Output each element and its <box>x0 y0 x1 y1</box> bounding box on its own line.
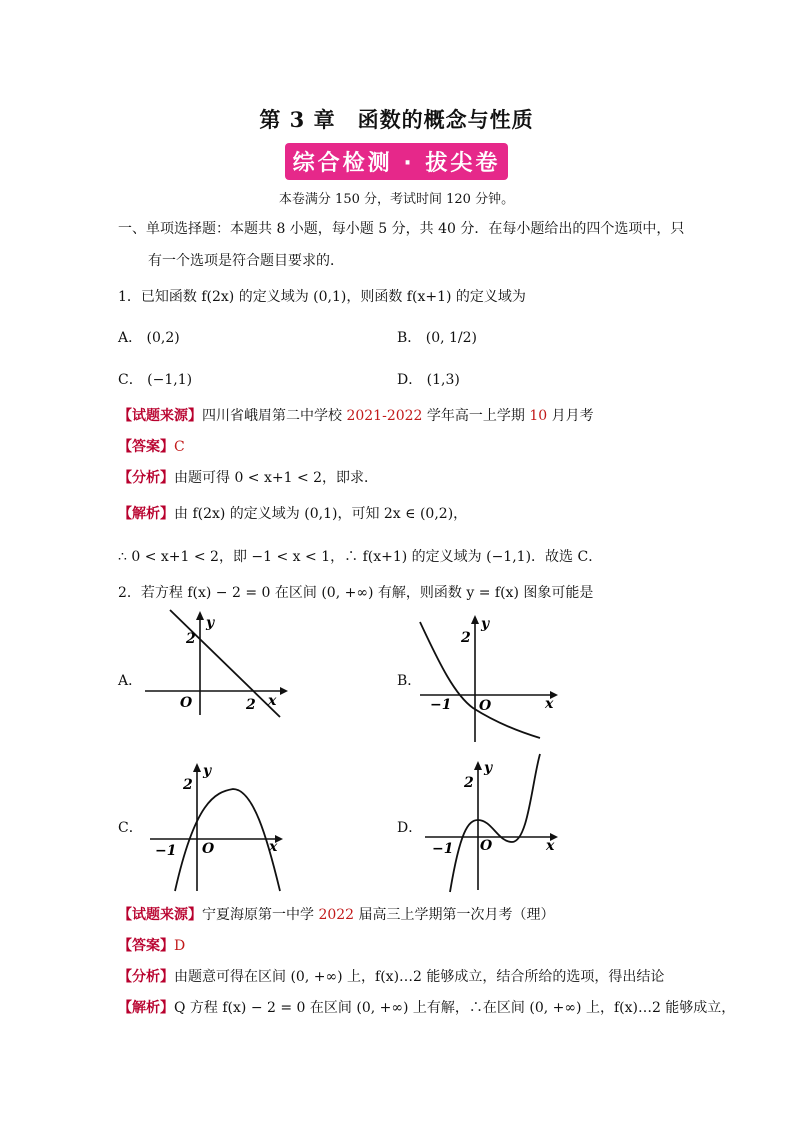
q1-answer-tag: 【答案】 <box>118 439 174 455</box>
q2-source-year: 2022 <box>318 907 355 923</box>
q1-source-month: 10 <box>529 408 548 424</box>
q1-source-a: 四川省峨眉第二中学校 <box>202 408 347 424</box>
banner <box>0 143 793 180</box>
q2-source-b: 届高三上学期第一次月考（理） <box>354 907 555 923</box>
q2-answer-value: D <box>174 938 186 954</box>
q2-solution-text: Q 方程 f(x) − 2 = 0 在区间 (0, +∞) 上有解，∴在区间 (0, +∞) 上，f(x)…2 能够成立， <box>174 1000 736 1016</box>
graph-a-origin: O <box>180 695 193 711</box>
q1-option-c: C． (−1,1) <box>118 372 193 388</box>
graph-c-xneg1: −1 <box>155 843 177 859</box>
q2-source-a: 宁夏海原第一中学 <box>202 907 319 923</box>
q2-stem: 2．若方程 f(x) − 2 = 0 在区间 (0, +∞) 有解，则函数 y = f(x) 图象可能是 <box>118 585 594 601</box>
graph-a-x-label: x <box>268 693 277 709</box>
graph-b-y2: 2 <box>461 630 471 646</box>
q1-option-d: D． (1,3) <box>397 372 460 388</box>
q2-answer-tag: 【答案】 <box>118 938 174 954</box>
graph-b <box>415 610 565 745</box>
section-heading-line2: 有一个选项是符合题目要求的． <box>148 253 344 269</box>
graph-c-x-label: x <box>269 839 278 855</box>
q2-source-tag: 【试题来源】 <box>118 907 202 923</box>
graph-d-origin: O <box>480 838 493 854</box>
q1-solution <box>118 503 467 523</box>
q1-answer <box>118 436 185 456</box>
graph-b-origin: O <box>479 698 492 714</box>
graph-d <box>420 752 565 893</box>
graph-c-y-label: y <box>203 763 212 779</box>
exam-note: 本卷满分 150 分，考试时间 120 分钟。 <box>278 192 515 207</box>
graph-a-y2: 2 <box>186 631 196 647</box>
q1-source-year: 2021-2022 <box>346 408 423 424</box>
graph-a-y-label: y <box>206 615 215 631</box>
q1-stem: 1．已知函数 f(2x) 的定义域为 (0,1)，则函数 f(x+1) 的定义域为 <box>118 289 526 305</box>
q1-analysis-text: 由题可得 0 < x+1 < 2，即求． <box>174 470 379 486</box>
graph-d-x-label: x <box>546 838 555 854</box>
q1-source-c: 月月考 <box>547 408 594 424</box>
q1-analysis <box>118 467 378 487</box>
graph-a <box>140 605 290 720</box>
q1-solution-line2: ∴ 0 < x+1 < 2，即 −1 < x < 1，∴ f(x+1) 的定义域为 (−1,1)．故选 C． <box>118 549 603 565</box>
q1-option-a: A． (0,2) <box>118 330 180 346</box>
q1-source-tag: 【试题来源】 <box>118 408 202 424</box>
graph-d-y2: 2 <box>464 775 474 791</box>
q1-source <box>118 405 594 425</box>
q1-solution-text: 由 f(2x) 的定义域为 (0,1)，可知 2x ∈ (0,2)， <box>174 506 468 522</box>
q2-analysis-text: 由题意可得在区间 (0, +∞) 上，f(x)…2 能够成立，结合所给的选项，得出结论 <box>174 969 665 985</box>
graph-b-x-label: x <box>545 696 554 712</box>
q1-source-b: 学年高一上学期 <box>422 408 530 424</box>
graph-b-xneg1: −1 <box>430 697 452 713</box>
graph-d-y-label: y <box>484 760 493 776</box>
section-heading-line1: 一、单项选择题：本题共 8 小题，每小题 5 分，共 40 分．在每小题给出的四个选项中，只 <box>118 221 685 237</box>
graph-c-origin: O <box>202 841 215 857</box>
q2-label-d: D． <box>397 820 423 836</box>
q2-label-a: A． <box>118 673 143 689</box>
q2-solution-tag: 【解析】 <box>118 1000 174 1016</box>
q2-solution <box>118 997 735 1017</box>
q1-answer-value: C <box>174 439 185 455</box>
q1-solution-tag: 【解析】 <box>118 506 174 522</box>
graph-d-xneg1: −1 <box>432 841 454 857</box>
graph-c <box>145 757 290 893</box>
q2-label-c: C． <box>118 820 143 836</box>
graph-b-y-label: y <box>481 616 490 632</box>
q2-answer <box>118 935 185 955</box>
q2-source <box>118 904 555 924</box>
page-title: 第 3 章 函数的概念与性质 <box>259 107 534 132</box>
graph-a-x2: 2 <box>246 697 256 713</box>
q1-analysis-tag: 【分析】 <box>118 470 174 486</box>
graph-c-y2: 2 <box>183 777 193 793</box>
q1-option-b: B． (0, 1/2) <box>397 330 478 346</box>
q2-analysis-tag: 【分析】 <box>118 969 174 985</box>
banner-text: 综合检测 · 拔尖卷 <box>285 143 509 180</box>
q2-analysis <box>118 966 664 986</box>
q2-label-b: B． <box>397 673 422 689</box>
